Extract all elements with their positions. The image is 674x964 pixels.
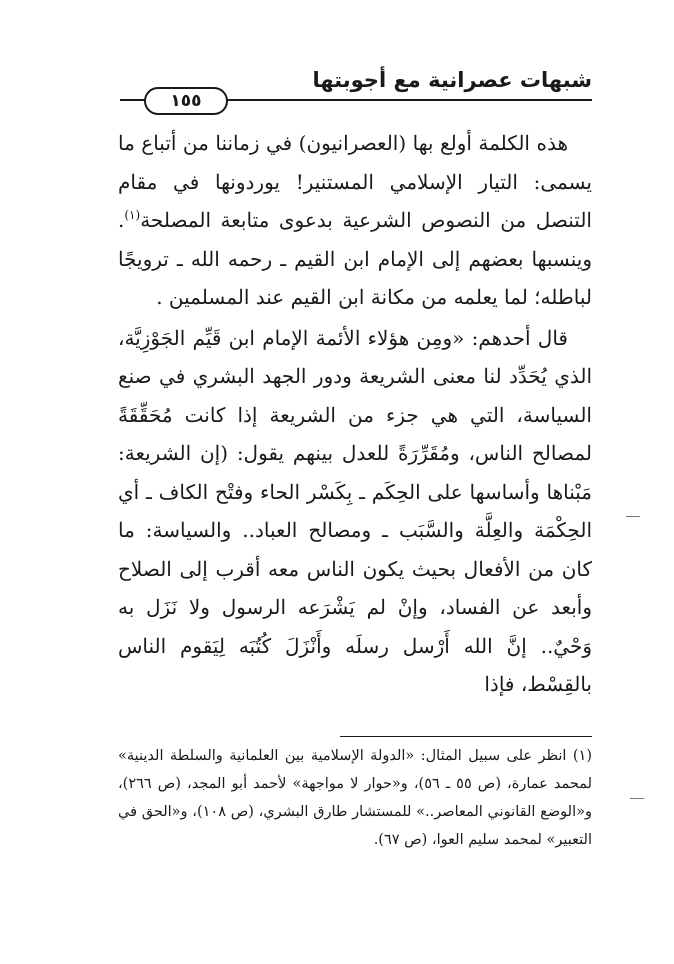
footnote-rule — [340, 736, 592, 737]
footnote-reference: (١) — [124, 208, 141, 222]
page-header — [120, 62, 592, 114]
paragraph-2: قال أحدهم: «ومِن هؤلاء الأئمة الإمام ابن قَيِّم الجَوْزِيَّة، الذي يُحَدِّد لنا معنى الشريعة ودور الجهد البشري في صنع السياسة، التي هي جزء من الشريعة إذا كانت مُحَقِّقَةً لمصالح الناس، ومُقَرِّرَةً للعدل بينهم يقول: (إن الشريعة: مَبْناها وأساسها على الحِكَم ـ بِكَسْر الحاء وفتْح الكاف ـ أي الحِكْمَة والعِلَّة والسَّبَب ـ ومصالح العباد.. والسياسة: ما كان من الأفعال بحيث يكون الناس معه أقرب إلى الصلاح وأبعد عن الفساد، وإنْ لم يَشْرَعه الرسول ولا نَزَل به وَحْيٌ.. إنَّ الله أَرْسل رسلَه وأَنْزَلَ كُتُبَه لِيَقوم الناس بالقِسْط، فإذا — [118, 325, 592, 696]
paragraph-1 — [118, 124, 592, 317]
paragraph-1-text-a: هذه الكلمة أولع بها (العصرانيون) في زماننا من أتباع ما يسمى: التيار الإسلامي المستنير! يوردونها في مقام التنصل من النصوص الشرعية بدعوى متابعة المصلحة — [118, 131, 592, 232]
footnotes — [118, 742, 592, 854]
main-text — [118, 124, 592, 704]
page-number: ١٥٥ — [144, 87, 228, 115]
running-title: شبهات عصرانية مع أجوبتها — [312, 68, 592, 92]
footnote-1: (١) انظر على سبيل المثال: «الدولة الإسلامية بين العلمانية والسلطة الدينية» لمحمد عمارة، (ص ٥٥ ـ ٥٦)، و«حوار لا مواجهة» لأحمد أبو المجد، (ص ٢٦٦)، و«الوضع القانوني المعاصر..» للمستشار طارق البشري، (ص ١٠٨)، و«الحق في التعبير» لمحمد سليم العوا، (ص ٦٧). — [118, 748, 592, 848]
margin-mark — [626, 516, 640, 517]
paragraph-1-text-b: . وينسبها بعضهم إلى الإمام ابن القيم ـ رحمه الله ـ ترويجًا لباطله؛ لما يعلمه من مكانة ابن القيم عند المسلمين . — [118, 208, 592, 309]
margin-mark — [630, 798, 644, 799]
